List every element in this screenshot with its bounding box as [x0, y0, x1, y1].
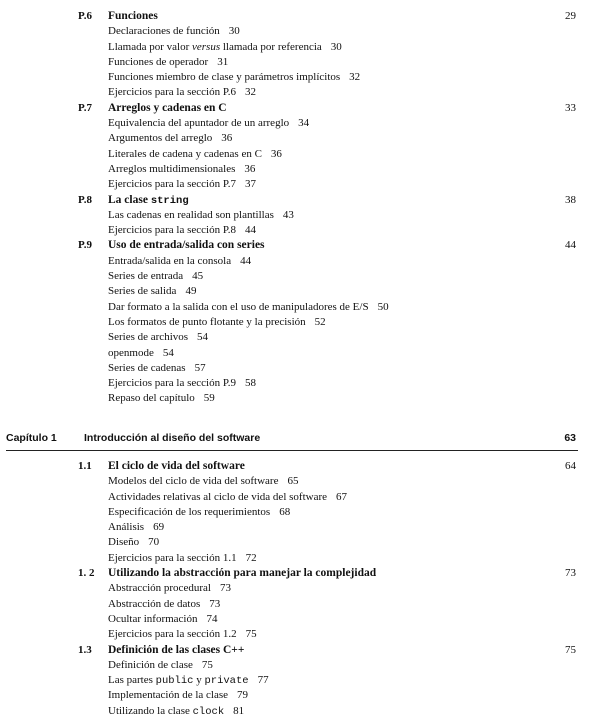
toc-entry-page-number: 31: [217, 55, 229, 68]
toc-entry: [0, 673, 600, 688]
toc-entry-text: [108, 581, 231, 596]
text-part: Argumentos del arreglo: [108, 132, 213, 145]
toc-entry-page-number: 75: [201, 658, 213, 671]
section-heading: [0, 643, 600, 658]
toc-entry-page-number: 50: [377, 300, 389, 313]
toc-entry-text: [108, 208, 294, 223]
toc-entry: [0, 581, 600, 596]
text-part: Funciones: [108, 10, 158, 22]
section-number: 1.1: [78, 460, 92, 472]
toc-entry: [0, 520, 600, 535]
text-part: Análisis: [108, 521, 145, 534]
toc-entry-text: [108, 116, 309, 131]
toc-entry-page-number: 67: [336, 490, 347, 503]
toc-entry-page-number: 30: [228, 25, 240, 38]
toc-entry-page-number: 36: [221, 132, 233, 145]
text-part: Arreglos y cadenas en C: [108, 101, 227, 114]
section-heading: [0, 238, 600, 253]
toc-entry: [0, 116, 600, 131]
toc-entry: [0, 361, 600, 376]
toc-entry-page-number: 73: [219, 582, 231, 595]
toc-entry: [0, 474, 600, 489]
text-part: Abstracción de datos: [108, 597, 201, 610]
text-part: Llamada por valor: [108, 40, 192, 53]
toc-entry-page-number: 81: [233, 704, 245, 717]
toc-entry-text: [108, 535, 159, 550]
text-part: Funciones de operador: [108, 55, 209, 68]
text-part: Ejercicios para la sección P.8: [108, 224, 236, 237]
section-title: [108, 643, 244, 658]
section-title: [108, 193, 189, 209]
toc-entry-text: [108, 223, 256, 238]
section-heading: [0, 459, 600, 474]
toc-entry: [0, 315, 600, 330]
toc-entry-text: [108, 704, 244, 720]
toc-entry-text: [108, 177, 256, 192]
text-part: Literales de cadena y cadenas en C: [108, 147, 262, 160]
toc-entry-text: [108, 24, 240, 39]
section-title: [108, 9, 158, 24]
section-page-number: 75: [565, 643, 576, 656]
toc-entry: [0, 40, 600, 55]
section-heading: [0, 9, 600, 24]
text-part: Series de entrada: [108, 270, 184, 283]
section-page-number: 73: [565, 567, 576, 580]
toc-entry: [0, 284, 600, 299]
toc-entry-page-number: 37: [244, 178, 256, 191]
toc-entry-text: [108, 391, 215, 406]
toc-entry: [0, 162, 600, 177]
section-page-number: 44: [565, 239, 576, 252]
toc-entry-text: [108, 300, 389, 315]
text-part: versus: [192, 40, 221, 53]
section-title: [108, 459, 245, 474]
toc-entry: [0, 597, 600, 612]
toc-entry: [0, 658, 600, 673]
section-title: [108, 566, 376, 581]
text-part: Ejercicios para la sección 1.1: [108, 551, 237, 564]
text-part: Utilizando la abstracción para manejar la complejidad: [108, 567, 377, 580]
code-text: private: [204, 675, 249, 688]
text-part: Ejercicios para la sección P.9: [108, 377, 236, 390]
text-part: Las cadenas en realidad son plantillas: [108, 208, 274, 221]
toc-entry-text: [108, 346, 174, 361]
text-part: Modelos del ciclo de vida del software: [108, 475, 279, 488]
section-number: P.8: [78, 193, 92, 206]
toc-entry-page-number: 75: [245, 628, 257, 641]
text-part: Utilizando la clase: [108, 704, 193, 717]
toc-entry: [0, 147, 600, 162]
text-part: Definición de las clases C++: [108, 643, 245, 656]
toc-entry-text: [108, 40, 342, 55]
text-part: Especificación de los requerimientos: [108, 505, 271, 518]
text-part: Diseño: [108, 536, 140, 549]
section-heading: [0, 193, 600, 208]
toc-entry: [0, 490, 600, 505]
section-heading: [0, 101, 600, 116]
code-text: clock: [192, 705, 225, 718]
toc-entry: [0, 223, 600, 238]
text-part: Uso de entrada/salida con series: [108, 239, 265, 252]
text-part: Los formatos de punto flotante y la precisión: [108, 315, 306, 328]
section-page-number: 33: [565, 101, 576, 114]
text-part: Ejercicios para la sección P.7: [108, 178, 236, 191]
toc-entry-page-number: 32: [349, 71, 361, 84]
toc-entry-text: [108, 55, 228, 70]
toc-entry-page-number: 30: [330, 40, 342, 53]
toc-entry: [0, 269, 600, 284]
section-number: 1. 2: [78, 567, 95, 580]
toc-entry-text: [108, 284, 196, 299]
text-part: La clase: [108, 193, 151, 206]
code-text: public: [155, 675, 194, 688]
section-number: 1.3: [78, 643, 92, 656]
toc-entry-text: [108, 361, 206, 376]
toc-entry: [0, 346, 600, 361]
toc-entry: [0, 24, 600, 39]
toc-entry: [0, 300, 600, 315]
toc-entry-text: [108, 612, 218, 627]
toc-entry-text: [108, 490, 347, 505]
toc-entry-text: [108, 505, 290, 520]
text-part: Las partes: [108, 674, 156, 687]
text-part: Declaraciones de función: [108, 25, 220, 38]
toc-entry-text: [108, 254, 251, 269]
toc-entry-text: [108, 658, 213, 673]
toc-entry: [0, 688, 600, 703]
toc-entry-text: [108, 162, 255, 177]
text-part: Repaso del capítulo: [108, 392, 195, 405]
toc-entry-text: [108, 673, 269, 689]
toc-entry-page-number: 44: [244, 224, 256, 237]
text-part: Series de salida: [108, 285, 177, 298]
toc-entry-page-number: 52: [314, 315, 326, 328]
toc-entry-text: [108, 597, 220, 612]
section-page-number: 29: [565, 10, 576, 22]
toc-entry-text: [108, 330, 208, 345]
text-part: Series de cadenas: [108, 361, 186, 374]
toc-entry-page-number: 69: [153, 521, 165, 534]
text-part: Ocultar información: [108, 612, 198, 625]
toc-entry-page-number: 32: [244, 86, 256, 99]
toc-entry: [0, 131, 600, 146]
toc-entry-page-number: 54: [197, 331, 209, 344]
toc-entry-page-number: 49: [185, 285, 197, 298]
toc-entry: [0, 391, 600, 406]
toc-entry: [0, 551, 600, 566]
toc-entry: [0, 704, 600, 719]
text-part: llamada por referencia: [220, 40, 322, 53]
section-page-number: 38: [565, 193, 576, 206]
text-part: Arreglos multidimensionales: [108, 162, 236, 175]
toc-entry-page-number: 59: [203, 392, 215, 405]
chapter-rule: [6, 450, 578, 451]
toc-entry-text: [108, 131, 232, 146]
toc-entry-page-number: 79: [237, 689, 249, 702]
text-part: Dar formato a la salida con el uso de manipuladores de E/S: [108, 300, 369, 313]
toc-sections-chapter-1: [0, 459, 600, 719]
toc-entry-page-number: 73: [209, 597, 221, 610]
text-part: Funciones miembro de clase y parámetros implícitos: [108, 71, 341, 84]
toc-entry-text: [108, 147, 282, 162]
toc-entry: [0, 55, 600, 70]
text-part: Entrada/salida en la consola: [108, 254, 232, 267]
toc-entry: [0, 177, 600, 192]
toc-entry-page-number: 74: [206, 612, 218, 625]
toc-entry-page-number: 68: [279, 505, 291, 518]
toc-entry-text: [108, 85, 256, 100]
toc-entry-text: [108, 551, 257, 566]
toc-entry-text: [108, 315, 326, 330]
section-title: [108, 101, 227, 116]
toc-entry-page-number: 54: [162, 346, 174, 359]
toc-entry: [0, 627, 600, 642]
toc-entry-text: [108, 70, 360, 85]
toc-entry: [0, 85, 600, 100]
toc-entry-text: [108, 627, 257, 642]
text-part: Definición de clase: [108, 658, 193, 671]
toc-entry: [0, 70, 600, 85]
toc-entry-text: [108, 520, 164, 535]
section-number: P.6: [78, 10, 92, 22]
toc-entry: [0, 376, 600, 391]
chapter-label: Capítulo 1: [6, 432, 57, 444]
toc-entry: [0, 505, 600, 520]
toc-entry-page-number: 77: [257, 674, 269, 687]
toc-entry-page-number: 72: [245, 551, 257, 564]
toc-entry-text: [108, 269, 203, 284]
toc-entry-page-number: 57: [194, 361, 206, 374]
text-part: Equivalencia del apuntador de un arreglo: [108, 117, 290, 130]
chapter-title: Introducción al diseño del software: [84, 432, 261, 444]
toc-entry-page-number: 58: [244, 377, 256, 390]
text-part: y: [193, 674, 205, 687]
toc-entry-page-number: 44: [240, 254, 252, 267]
toc-entry-page-number: 36: [270, 147, 282, 160]
toc-entry-page-number: 43: [282, 208, 294, 221]
text-part: Actividades relativas al ciclo de vida del software: [108, 490, 327, 503]
toc-entry-text: [108, 376, 256, 391]
text-part: Implementación de la clase: [108, 689, 229, 702]
text-part: Abstracción procedural: [108, 582, 211, 595]
text-part: El ciclo de vida del software: [108, 460, 245, 472]
toc-entry-page-number: 70: [148, 536, 160, 549]
section-page-number: 64: [565, 460, 576, 472]
section-number: P.9: [78, 239, 92, 252]
section-number: P.7: [78, 101, 92, 114]
toc-entry-page-number: 36: [244, 162, 256, 175]
chapter-heading: [0, 428, 600, 448]
code-text: string: [150, 194, 189, 207]
toc-entry-page-number: 65: [287, 475, 299, 488]
section-heading: [0, 566, 600, 581]
toc-entry-page-number: 34: [298, 117, 310, 130]
text-part: openmode: [108, 346, 154, 359]
section-title: [108, 238, 265, 253]
text-part: Ejercicios para la sección 1.2: [108, 628, 237, 641]
toc-sections-prelim: [0, 9, 600, 407]
toc-entry: [0, 330, 600, 345]
toc-entry: [0, 254, 600, 269]
toc-entry-text: [108, 474, 298, 489]
toc-entry-text: [108, 688, 248, 703]
text-part: Ejercicios para la sección P.6: [108, 86, 236, 99]
toc-entry: [0, 612, 600, 627]
text-part: Series de archivos: [108, 331, 189, 344]
toc-entry-page-number: 45: [192, 270, 204, 283]
chapter-page-number: 63: [564, 432, 576, 444]
toc-entry: [0, 535, 600, 550]
toc-entry: [0, 208, 600, 223]
